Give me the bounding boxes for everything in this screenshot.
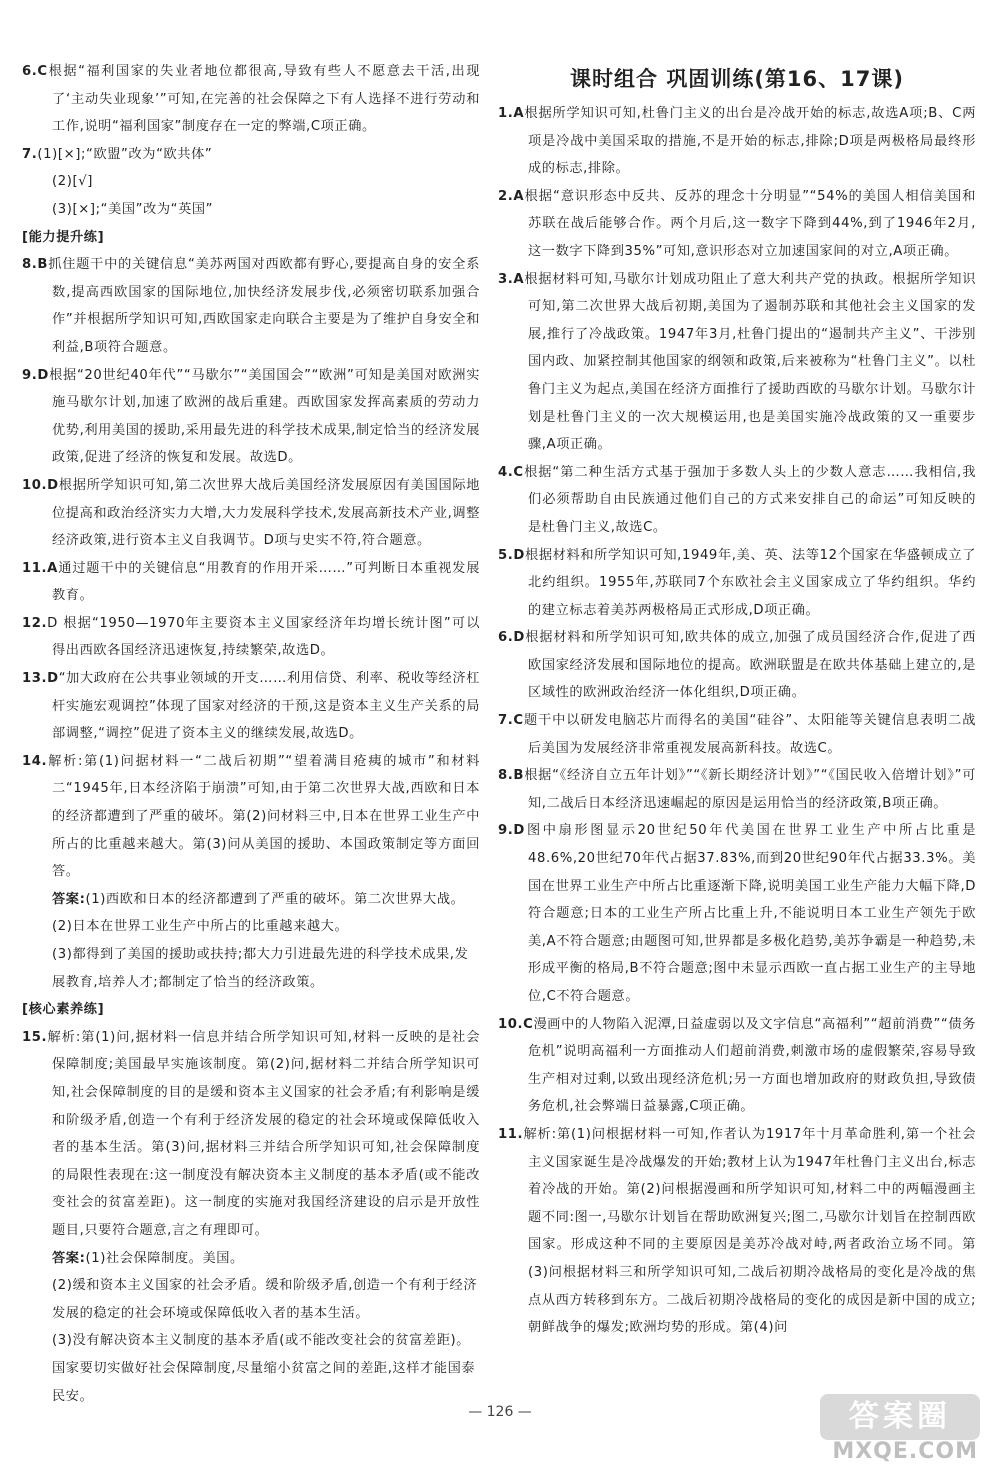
question-text: 图中扇形图显示20世纪50年代美国在世界工业生产中所占比重是48.6%,20世纪70年代占据37.83%,而到20世纪90年代占据33.3%。美国在世界工业生产中所占比重逐渐下降,说明美国工业生产能力大幅下降,D符合题意;日本的工业生产所占比重上升,不能说明日本工业生产领先于欧美,A不符合题意;由题图可知,世界都是多极化趋势,美苏争霸是一种趋势,未形成平衡的格局,B不符合题意;图中未显示西欧一直占据工业生产的主导地位,C不符合题意。 (524, 823, 976, 1004)
question-number: 1.A (498, 106, 525, 121)
question-text: 根据材料和所学知识可知,1949年,美、英、法等12个国家在华盛顿成立了北约组织。1955年,苏联同7个东欧社会主义国家成立了华约组织。华约的建立标志着美苏两极格局正式形成,D项正确。 (524, 547, 976, 618)
right-item-6 (498, 707, 976, 762)
section-title: 课时组合 巩固训练(第16、17课) (570, 67, 904, 91)
section-core: [核心素养练] (22, 1002, 105, 1018)
question-number: 8.B (498, 768, 525, 784)
answer-14-label: 答案:(1)西欧和日本的经济都遭到了严重的破坏。第二次世界大战。 (52, 891, 465, 907)
answer-15-3: (3)没有解决资本主义制度的基本矛盾(或不能改变社会的贫富差距)。国家要切实做好社会保障制度,尽量缩小贫富之间的差距,这样才能国泰民安。 (52, 1333, 476, 1404)
question-number: 9.D (22, 367, 49, 383)
question-text: “加大政府在公共事业领域的开支……利用信贷、利率、税收等经济杠杆实施宏观调控”体现了国家对经济的干预,这是资本主义生产关系的局部调整,“调控”促进了资本主义的继续发展,故选D。 (52, 671, 480, 742)
question-number: 13.D (22, 671, 59, 687)
q7-sub-2: (2)[√] (52, 174, 93, 190)
question-text: 解析:第(1)问据材料一“二战后初期”“望着满目疮痍的城市”和材料二“1945年,日本经济陷于崩溃”可知,由于第二次世界大战,西欧和日本的经济都遭到了严重的破坏。第(2)问材料三中,日本在世界工业生产中所占的比重越来越大。第(3)问从美国的援助、本国政策制定等方面回答。 (47, 753, 480, 880)
question-text: (1)[×];“欧盟”改为“欧共体” (37, 146, 213, 162)
question-number: 10.D (22, 477, 59, 493)
watermark-site: MXQE.COM (832, 1439, 978, 1464)
answer-14-3: (3)都得到了美国的援助或扶持;都大力引进最先进的科学技术成果,发展教育,培养人才;都制定了恰当的经济政策。 (52, 947, 469, 990)
question-text: 根据“《经济自立五年计划》”“《新长期经济计划》”“《国民收入倍增计划》”可知,二战后日本经济迅速崛起的原因是运用恰当的经济政策,B项正确。 (524, 768, 976, 811)
left-item-1 (22, 141, 480, 169)
question-number: 3.A (498, 271, 525, 287)
question-text: 根据所学知识可知,第二次世界大战后美国经济发展原因有美国国际地位提高和政治经济实力大增,大力发展科学技术,发展高新技术产业,调整经济政策,进行资本主义自我调节。D项与史实不符,符合题意。 (52, 477, 480, 549)
page-number: — 126 — (468, 1404, 532, 1420)
right-item-0 (498, 100, 976, 183)
question-number: 6.C (22, 64, 48, 79)
question-text: 根据“第二种生活方式基于强加于多数人头上的少数人意志……我相信,我们必须帮助自由民族通过他们自己的方式来安排自己的命运”可知反映的是杜鲁门主义,故选C。 (523, 464, 976, 535)
right-item-1 (498, 183, 976, 266)
right-column (498, 58, 976, 1342)
watermark-logo: 答案圈 (820, 1394, 980, 1440)
question-number: 5.D (498, 547, 525, 563)
left-item-b-6 (22, 748, 480, 886)
answer-15-2: (2)缓和资本主义国家的社会矛盾。缓和阶级矛盾,创造一个有利于经济发展的稳定的社会环境或保障低收入者的基本生活。 (52, 1278, 478, 1321)
right-item-9 (498, 1011, 976, 1121)
question-number: 7.C (498, 713, 524, 729)
left-item-b-2 (22, 472, 480, 555)
question-number: 4.C (498, 464, 524, 480)
right-item-4 (498, 542, 976, 625)
question-15: 15.解析:第(1)问,据材料一信息并结合所学知识可知,材料一反映的是社会保障制度;美国最早实施该制度。第(2)问,据材料二并结合所学知识可知,社会保障制度的目的是缓和资本主义国家的社会矛盾;有利影响是缓和阶级矛盾,创造一个有利于经济发展的稳定的社会环境或保障低收入者的基本生活。第(3)问,据材料三并结合所学知识可知,社会保障制度的局限性表现在:这一制度没有解决资本主义制度的基本矛盾(或不能改变社会的贫富差距)。这一制度的实施对我国经济建设的启示是开放性题目,只要符合题意,言之有理即可。 (22, 1029, 480, 1238)
question-text: 解析:第(1)问根据材料一可知,作者认为1917年十月革命胜利,第一个社会主义国家诞生是冷战爆发的开始;教材上认为1947年杜鲁门主义出台,标志着冷战的开始。第(2)问根据漫画和所学知识可知,材料二中的两幅漫画主题不同:图一,马歇尔计划旨在帮助欧洲复兴;图二,马歇尔计划旨在控制西欧国家。形成这种不同的主要原因是美苏冷战对峙,两者政治立场不同。第(3)问根据材料三和所学知识可知,二战后初期冷战格局的变化是冷战的焦点从西方转移到东方。二战后初期冷战格局的变化的成因是新中国的成立;朝鲜战争的爆发;欧洲均势的形成。第(4)问 (523, 1126, 976, 1336)
right-item-10 (498, 1121, 976, 1342)
question-number: 2.A (498, 188, 525, 204)
question-number: 7. (22, 146, 38, 162)
question-text: 根据所学知识可知,杜鲁门主义的出台是冷战开始的标志,故选A项;B、C两项是冷战中美国采取的措施,不是开始的标志,排除;D项是两极格局最终形成的标志,排除。 (524, 106, 976, 177)
question-text: 根据材料和所学知识可知,欧共体的成立,加强了成员国经济合作,促进了西欧国家经济发展和国际地位的提高。欧洲联盟是在欧共体基础上建立的,是区域性的欧洲政治经济一体化组织,D项正确。 (524, 630, 976, 701)
right-item-2 (498, 266, 976, 459)
question-number: 6.D (498, 630, 525, 646)
left-item-b-4 (22, 610, 480, 665)
answer-15-label: 答案:(1)社会保障制度。美国。 (52, 1250, 244, 1266)
question-text: 根据“福利国家的失业者地位都很高,导致有些人不愿意去干活,出现了‘主动失业现象’”可知,在完善的社会保障之下有人选择不进行劳动和工作,说明“福利国家”制度存在一定的弊端,C项正确。 (47, 64, 480, 135)
question-number: 10.C (498, 1016, 534, 1032)
question-text: 根据“意识形态中反共、反苏的理念十分明显”“54%的美国人相信美国和苏联在战后能够合作。两个月后,这一数字下降到44%,到了1946年2月,这一数字下降到35%”可知,意识形态对立加速国家间的对立,A项正确。 (524, 188, 976, 259)
q7-sub-3: (3)[×];“美国”改为“英国” (52, 201, 214, 217)
answer-14-2: (2)日本在世界工业生产中所占的比重越来越大。 (52, 919, 349, 935)
left-item-0 (22, 58, 480, 141)
question-text: 抓住题干中的关键信息“美苏两国对西欧都有野心,要提高自身的安全系数,提高西欧国家的国际地位,加快经济发展步伐,必须密切联系加强合作”并根据所学知识可知,西欧国家走向联合主要是为了维护自身安全和利益,B项符合题意。 (48, 257, 480, 355)
right-item-3 (498, 459, 976, 542)
left-item-b-5 (22, 665, 480, 748)
question-text: 通过题干中的关键信息“用教育的作用开采……”可判断日本重视发展教育。 (52, 560, 480, 604)
left-column (22, 58, 480, 1410)
question-text: D 根据“1950—1970年主要资本主义国家经济年均增长统计图”可以得出西欧各国经济迅速恢复,持续繁荣,故选D。 (47, 615, 480, 659)
question-number: 9.D (498, 823, 525, 839)
left-item-b-0 (22, 251, 480, 361)
question-number: 8.B (22, 257, 49, 273)
question-number: 12. (22, 615, 48, 631)
right-item-8 (498, 817, 976, 1010)
left-item-b-1 (22, 362, 480, 472)
question-text: 根据“20世纪40年代”“马歇尔”“美国国会”“欧洲”可知是美国对欧洲实施马歇尔计划,加速了欧洲的战后重建。西欧国家发挥高素质的劳动力优势,利用美国的援助,采用最先进的科学技术成果,制定恰当的经济发展政策,促进了经济的恢复和发展。故选D。 (48, 367, 480, 466)
question-text: 根据材料可知,马歇尔计划成功阻止了意大利共产党的执政。根据所学知识可知,第二次世界大战后初期,美国为了遏制苏联和其他社会主义国家的发展,推行了冷战政策。1947年3月,杜鲁门提出的“遏制共产主义”、干涉别国内政、加紧控制其他国家的纲领和政策,后来被称为“杜鲁门主义”。以杜鲁门主义为起点,美国在经济方面推行了援助西欧的马歇尔计划。马歇尔计划是杜鲁门主义的一次大规模运用,也是美国实施冷战政策的又一重要步骤,A项正确。 (524, 271, 976, 453)
question-text: 题干中以研发电脑芯片而得名的美国“硅谷”、太阳能等关键信息表明二战后美国为发展经济非常重视发展高新科技。故选C。 (523, 713, 976, 756)
question-number: 11. (498, 1126, 524, 1142)
watermark (790, 1390, 990, 1470)
question-text: 漫画中的人物陷入泥潭,日益虚弱以及文字信息“高福利”“超前消费”“债务危机”说明高福利一方面推动人们超前消费,刺激市场的虚假繁荣,容易导致生产相对过剩,以致出现经济危机;另一方面也增加政府的财政负担,导致债务危机,社会弊端日益暴露,C项正确。 (528, 1016, 976, 1115)
question-number: 11.A (22, 560, 58, 576)
section-ability: [能力提升练] (22, 229, 105, 245)
right-item-5 (498, 624, 976, 707)
left-item-b-3 (22, 555, 480, 610)
right-item-7 (498, 762, 976, 817)
question-number: 14. (22, 753, 48, 769)
